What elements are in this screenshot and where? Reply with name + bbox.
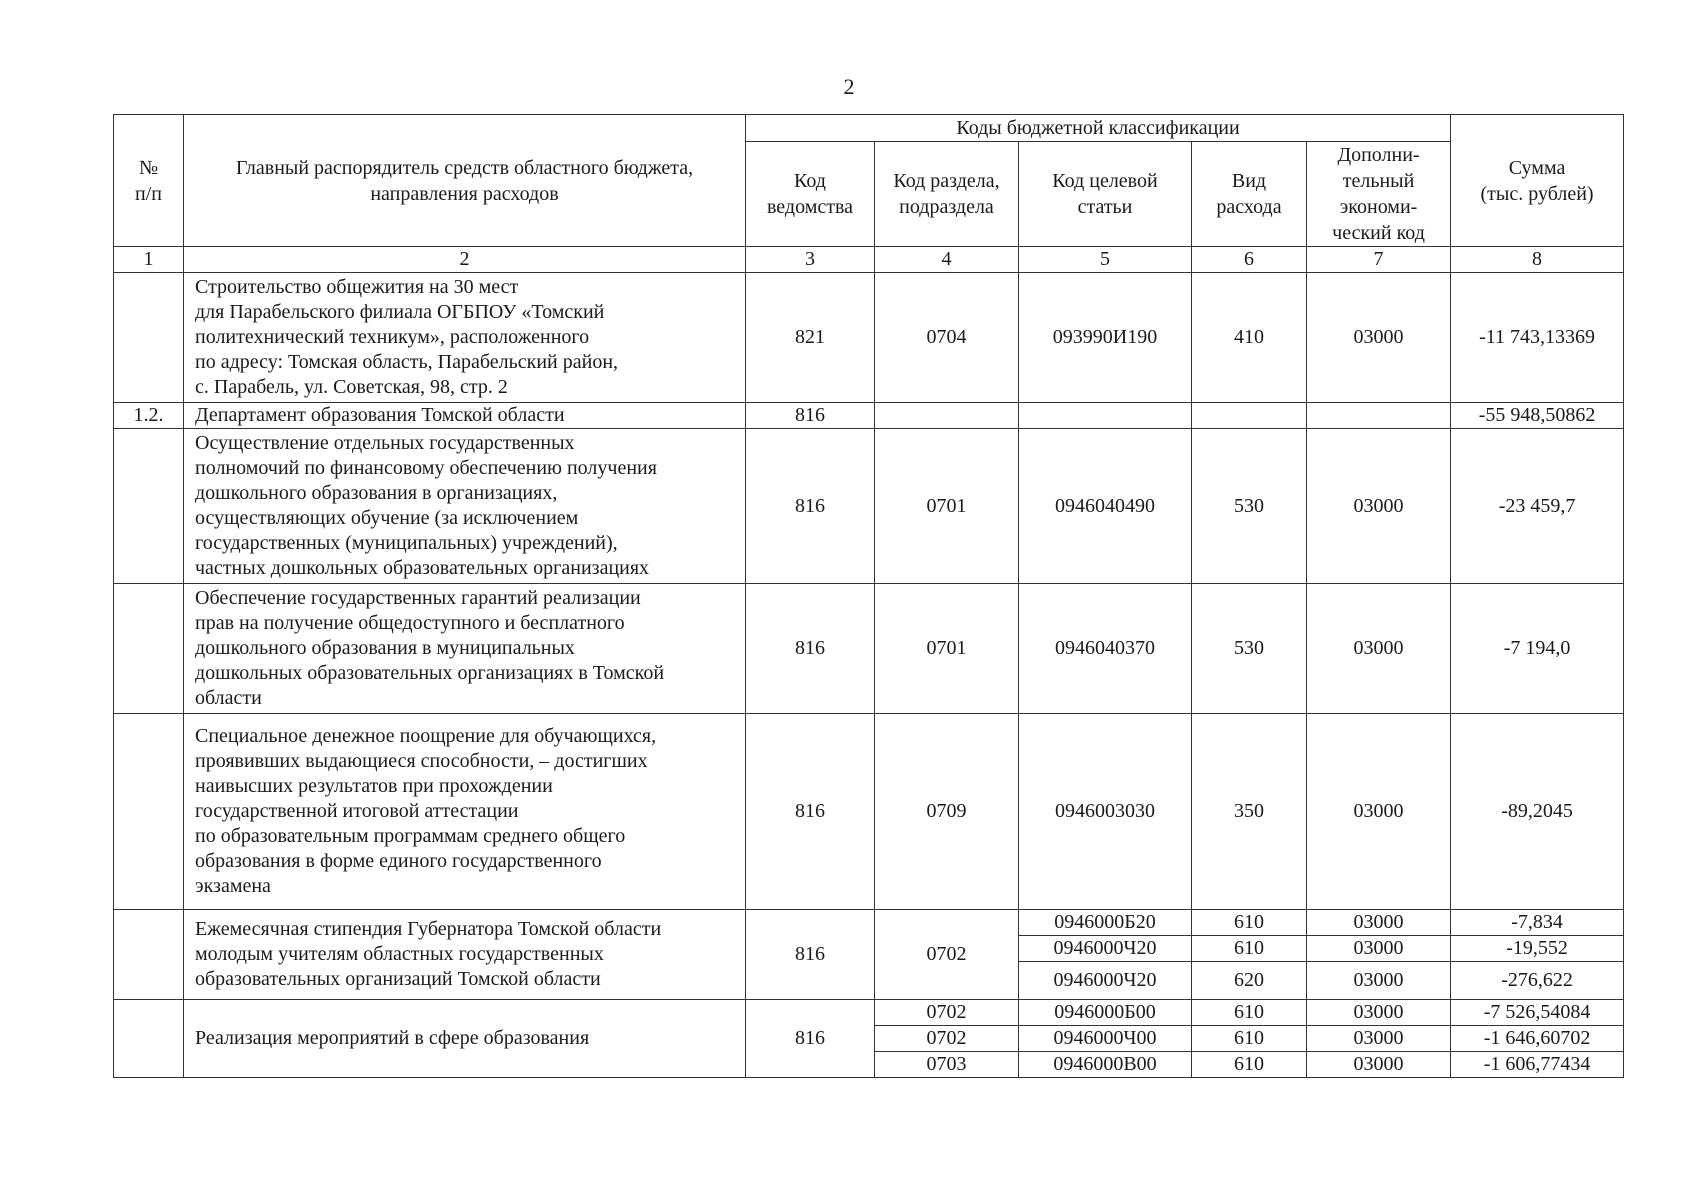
- row-section-code: 0702: [875, 1026, 1019, 1052]
- row-expense-type: 610: [1192, 1052, 1307, 1078]
- header-dept-code: Код ведомства: [746, 142, 875, 247]
- row-expense-type: 620: [1192, 962, 1307, 1000]
- table-row: [114, 714, 1624, 910]
- row-name: Департамент образования Томской области: [184, 403, 746, 429]
- row-dept-code: 816: [746, 429, 875, 584]
- row-sum: -7,834: [1451, 910, 1624, 936]
- page-number: 2: [843, 74, 855, 99]
- row-extra-code: 03000: [1307, 910, 1451, 936]
- row-target-code: [1019, 403, 1192, 429]
- row-num: [114, 910, 184, 1000]
- header-expense-type: Вид расхода: [1192, 142, 1307, 247]
- table-row: [114, 403, 1624, 429]
- row-dept-code: 816: [746, 584, 875, 714]
- row-sum: -89,2045: [1451, 714, 1624, 910]
- table-row: [114, 429, 1624, 584]
- row-expense-type: 410: [1192, 273, 1307, 403]
- row-sum: -23 459,7: [1451, 429, 1624, 584]
- row-extra-code: 03000: [1307, 936, 1451, 962]
- row-name: Реализация мероприятий в сфере образования: [184, 1000, 746, 1078]
- row-num: 1.2.: [114, 403, 184, 429]
- row-section-code: 0702: [875, 1000, 1019, 1026]
- row-sum: -11 743,13369: [1451, 273, 1624, 403]
- row-sum: -19,552: [1451, 936, 1624, 962]
- row-target-code: 0946000Ч00: [1019, 1026, 1192, 1052]
- row-target-code: 0946040370: [1019, 584, 1192, 714]
- row-name: Ежемесячная стипендия Губернатора Томской области молодым учителям областных государственных образовательных организаций Томской области: [184, 910, 746, 1000]
- row-target-code: 0946040490: [1019, 429, 1192, 584]
- row-expense-type: 610: [1192, 1000, 1307, 1026]
- column-number: 1: [114, 247, 184, 273]
- table-row: [114, 1000, 1624, 1026]
- row-expense-type: 610: [1192, 910, 1307, 936]
- row-num: [114, 584, 184, 714]
- row-expense-type: 530: [1192, 429, 1307, 584]
- row-dept-code: 816: [746, 910, 875, 1000]
- budget-table: [113, 114, 1624, 1078]
- row-extra-code: 03000: [1307, 714, 1451, 910]
- header-target-code: Код целевой статьи: [1019, 142, 1192, 247]
- header-num: № п/п: [114, 115, 184, 247]
- row-target-code: 0946000Б20: [1019, 910, 1192, 936]
- row-dept-code: 816: [746, 714, 875, 910]
- header-codes-group: Коды бюджетной классификации: [746, 115, 1451, 142]
- row-name: Строительство общежития на 30 мест для Парабельского филиала ОГБПОУ «Томский политехнический техникум», расположенного по адресу: Томская область, Парабельский район, с. Парабель, ул. Советская, 98, стр. 2: [184, 273, 746, 403]
- row-num: [114, 429, 184, 584]
- header-main: Главный распорядитель средств областного бюджета, направления расходов: [184, 115, 746, 247]
- column-numbers-row: [114, 247, 1624, 273]
- table-row: [114, 910, 1624, 936]
- row-target-code: 0946000Ч20: [1019, 962, 1192, 1000]
- row-extra-code: [1307, 403, 1451, 429]
- column-number: 4: [875, 247, 1019, 273]
- row-extra-code: 03000: [1307, 1052, 1451, 1078]
- row-dept-code: 821: [746, 273, 875, 403]
- table-row: [114, 584, 1624, 714]
- row-expense-type: 350: [1192, 714, 1307, 910]
- column-number: 5: [1019, 247, 1192, 273]
- column-number: 6: [1192, 247, 1307, 273]
- row-num: [114, 714, 184, 910]
- row-section-code: 0704: [875, 273, 1019, 403]
- row-name: Осуществление отдельных государственных полномочий по финансовому обеспечению получения дошкольного образования в организациях, осуществляющих обучение (за исключением государственных (муниципальных) учреждений), частных дошкольных образовательных организациях: [184, 429, 746, 584]
- table-row: [114, 273, 1624, 403]
- row-extra-code: 03000: [1307, 1000, 1451, 1026]
- row-extra-code: 03000: [1307, 429, 1451, 584]
- row-section-code: 0702: [875, 910, 1019, 1000]
- column-number: 2: [184, 247, 746, 273]
- row-extra-code: 03000: [1307, 962, 1451, 1000]
- row-name: Обеспечение государственных гарантий реализации прав на получение общедоступного и бесплатного дошкольного образования в муниципальных дошкольных образовательных организациях в Томской области: [184, 584, 746, 714]
- row-target-code: 0946000В00: [1019, 1052, 1192, 1078]
- row-sum: -7 194,0: [1451, 584, 1624, 714]
- row-extra-code: 03000: [1307, 584, 1451, 714]
- row-expense-type: 530: [1192, 584, 1307, 714]
- row-section-code: 0703: [875, 1052, 1019, 1078]
- row-sum: -1 606,77434: [1451, 1052, 1624, 1078]
- column-number: 7: [1307, 247, 1451, 273]
- column-number: 3: [746, 247, 875, 273]
- row-section-code: [875, 403, 1019, 429]
- row-target-code: 0946000Б00: [1019, 1000, 1192, 1026]
- row-num: [114, 1000, 184, 1078]
- row-expense-type: 610: [1192, 936, 1307, 962]
- row-dept-code: 816: [746, 403, 875, 429]
- row-expense-type: [1192, 403, 1307, 429]
- header-section-code: Код раздела, подраздела: [875, 142, 1019, 247]
- row-section-code: 0701: [875, 584, 1019, 714]
- row-sum: -7 526,54084: [1451, 1000, 1624, 1026]
- column-number: 8: [1451, 247, 1624, 273]
- row-expense-type: 610: [1192, 1026, 1307, 1052]
- row-section-code: 0709: [875, 714, 1019, 910]
- row-section-code: 0701: [875, 429, 1019, 584]
- row-name: Специальное денежное поощрение для обучающихся, проявивших выдающиеся способности, – достигших наивысших результатов при прохождении государственной итоговой аттестации по образовательным программам среднего общего образования в форме единого государственного экзамена: [184, 714, 746, 910]
- header-sum: Сумма (тыс. рублей): [1451, 115, 1624, 247]
- row-target-code: 0946000Ч20: [1019, 936, 1192, 962]
- row-sum: -1 646,60702: [1451, 1026, 1624, 1052]
- row-extra-code: 03000: [1307, 1026, 1451, 1052]
- row-dept-code: 816: [746, 1000, 875, 1078]
- row-num: [114, 273, 184, 403]
- header-extra-code: Дополни- тельный экономи- ческий код: [1307, 142, 1451, 247]
- row-target-code: 093990И190: [1019, 273, 1192, 403]
- row-sum: -276,622: [1451, 962, 1624, 1000]
- row-target-code: 0946003030: [1019, 714, 1192, 910]
- row-sum: -55 948,50862: [1451, 403, 1624, 429]
- row-extra-code: 03000: [1307, 273, 1451, 403]
